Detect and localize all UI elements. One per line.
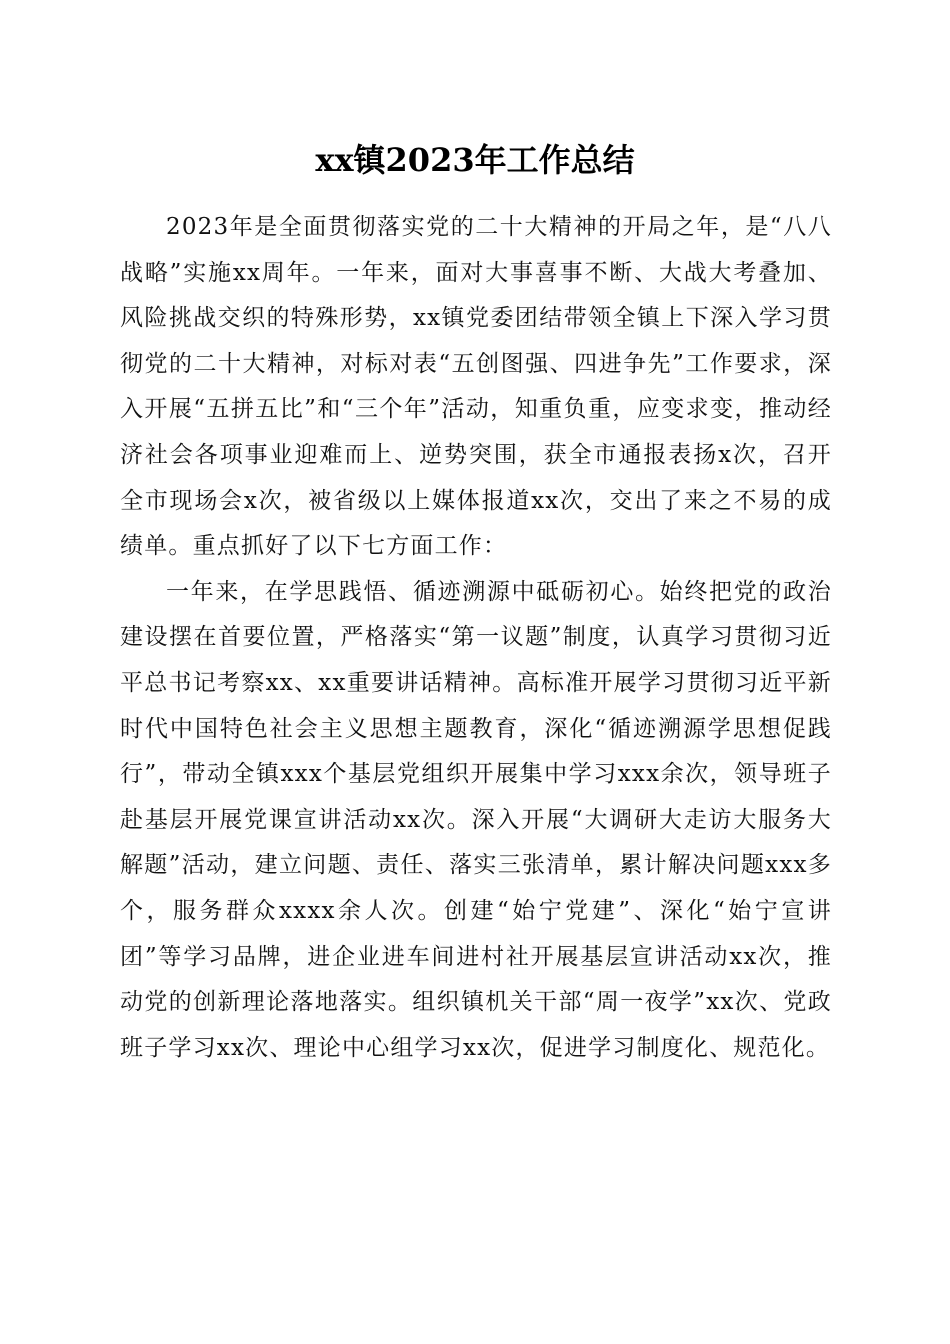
paragraph-study: 一年来，在学思践悟、循迹溯源中砥砺初心。始终把党的政治建设摆在首要位置，严格落实“第一议题”制度，认真学习贯彻习近平总书记考察xx、xx重要讲话精神。高标准开展学习贯彻习近平新时代中国特色社会主义思想主题教育，深化“循迹溯源学思想促践行”，带动全镇xxx个基层党组织开展集中学习xxx余次，领导班子赴基层开展党课宣讲活动xx次。深入开展“大调研大走访大服务大解题”活动，建立问题、责任、落实三张清单，累计解决问题xxx多个，服务群众xxxx余人次。创建“始宁党建”、深化“始宁宣讲团”等学习品牌，进企业进车间进村社开展基层宣讲活动xx次，推动党的创新理论落地落实。组织镇机关干部“周一夜学”xx次、党政班子学习xx次、理论中心组学习xx次，促进学习制度化、规范化。 [120, 578, 832, 1061]
paragraph-intro: 2023年是全面贯彻落实党的二十大精神的开局之年，是“八八战略”实施xx周年。一年来，面对大事喜事不断、大战大考叠加、风险挑战交织的特殊形势，xx镇党委团结带领全镇上下深入学习贯彻党的二十大精神，对标对表“五创图强、四进争先”工作要求，深入开展“五拼五比”和“三个年”活动，知重负重，应变求变，推动经济社会各项事业迎难而上、逆势突围，获全市通报表扬x次，召开全市现场会x次，被省级以上媒体报道xx次，交出了来之不易的成绩单。重点抓好了以下七方面工作： [120, 214, 832, 560]
document-title: xx镇2023年工作总结 [315, 141, 635, 179]
document-body [120, 205, 832, 1071]
